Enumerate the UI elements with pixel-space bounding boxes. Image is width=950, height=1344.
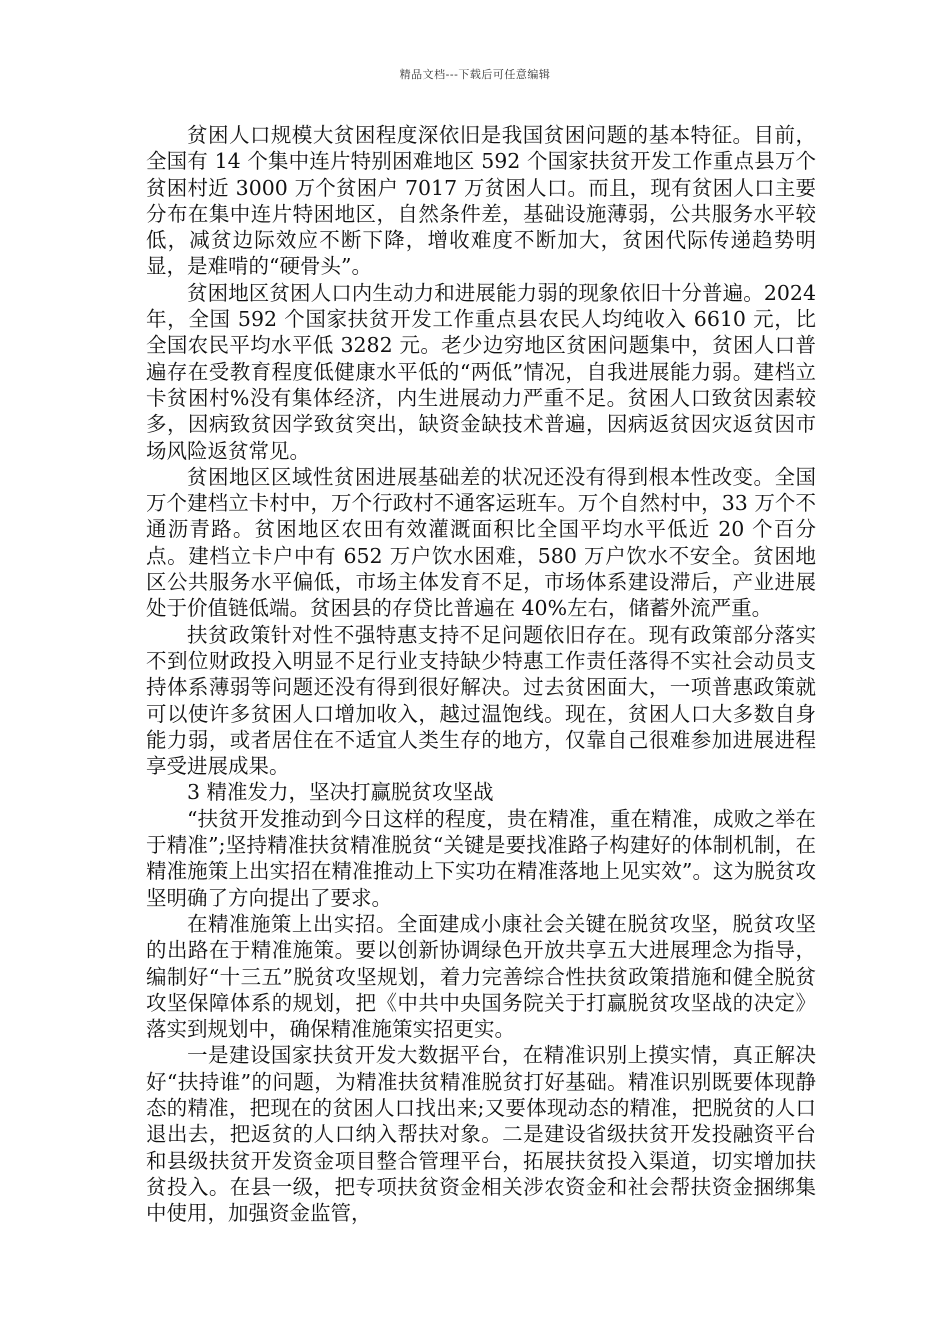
page-header: 精品文档---下载后可任意编辑 xyxy=(399,68,551,81)
document-body xyxy=(146,122,816,1226)
paragraph-policy-targeting: 扶贫政策针对性不强特惠支持不足问题依旧存在。现有政策部分落实不到位财政投入明显不足行业支持缺少特惠工作责任落得不实社会动员支持体系薄弱等问题还没有得到很好解决。过去贫困面大，一项普惠政策就可以使许多贫困人口增加收入，越过温饱线。现在，贫困人口大多数自身能力弱，或者居住在不适宜人类生存的地方，仅靠自己很难参加进展进程享受进展成果。 xyxy=(146,622,816,779)
section-heading: 3 精准发力，坚决打赢脱贫攻坚战 xyxy=(187,780,494,805)
paragraph-regional-basis: 贫困地区区域性贫困进展基础差的状况还没有得到根本性改变。全国万个建档立卡村中，万个行政村不通客运班车。万个自然村中，33 万个不通沥青路。贫困地区农田有效灌溉面积比全国平均水平低近 20 个百分点。建档立卡户中有 652 万户饮水困难，580 万户饮水不安全。贫困地区公共服务水平偏低，市场主体发育不足，市场体系建设滞后，产业进展处于价值链低端。贫困县的存贷比普遍在 40%左右，储蓄外流严重。 xyxy=(146,464,816,621)
paragraph-data-platform: 一是建设国家扶贫开发大数据平台，在精准识别上摸实情，真正解决好“扶持谁”的问题，为精准扶贫精准脱贫打好基础。精准识别既要体现静态的精准，把现在的贫困人口找出来;又要体现动态的精准，把脱贫的人口退出去，把返贫的人口纳入帮扶对象。二是建设省级扶贫开发投融资平台和县级扶贫开发资金项目整合管理平台，拓展扶贫投入渠道，切实增加扶贫投入。在县一级，把专项扶贫资金相关涉农资金和社会帮扶资金捆绑集中使用，加强资金监管， xyxy=(146,1043,816,1226)
paragraph-development-capacity: 贫困地区贫困人口内生动力和进展能力弱的现象依旧十分普遍。2024 年，全国 592 个国家扶贫开发工作重点县农民人均纯收入 6610 元，比全国农民平均水平低 3282 元。老少边穷地区贫困问题集中，贫困人口普遍存在受教育程度低健康水平低的“两低”情况，自我进展能力弱。建档立卡贫困村%没有集体经济，内生进展动力严重不足。贫困人口致贫因素较多，因病致贫因学致贫突出，缺资金缺技术普遍，因病返贫因灾返贫因市场风险返贫常见。 xyxy=(146,280,816,463)
paragraph-precision-policy: 在精准施策上出实招。全面建成小康社会关键在脱贫攻坚，脱贫攻坚的出路在于精准施策。要以创新协调绿色开放共享五大进展理念为指导，编制好“十三五”脱贫攻坚规划，着力完善综合性扶贫政策措施和健全脱贫攻坚保障体系的规划，把《中共中央国务院关于打赢脱贫攻坚战的决定》落实到规划中，确保精准施策实招更实。 xyxy=(146,911,816,1042)
paragraph-precision-quote: “扶贫开发推动到今日这样的程度，贵在精准，重在精准，成败之举在于精准”;坚持精准扶贫精准脱贫“关键是要找准路子构建好的体制机制，在精准施策上出实招在精准推动上下实功在精准落地上见实效”。这为脱贫攻坚明确了方向提出了要求。 xyxy=(146,806,816,910)
paragraph-poverty-scale: 贫困人口规模大贫困程度深依旧是我国贫困问题的基本特征。目前，全国有 14 个集中连片特别困难地区 592 个国家扶贫开发工作重点县万个贫困村近 3000 万个贫困户 7017 万贫困人口。而且，现有贫困人口主要分布在集中连片特困地区，自然条件差，基础设施薄弱，公共服务水平较低，减贫边际效应不断下降，增收难度不断加大，贫困代际传递趋势明显，是难啃的“硬骨头”。 xyxy=(146,123,816,279)
